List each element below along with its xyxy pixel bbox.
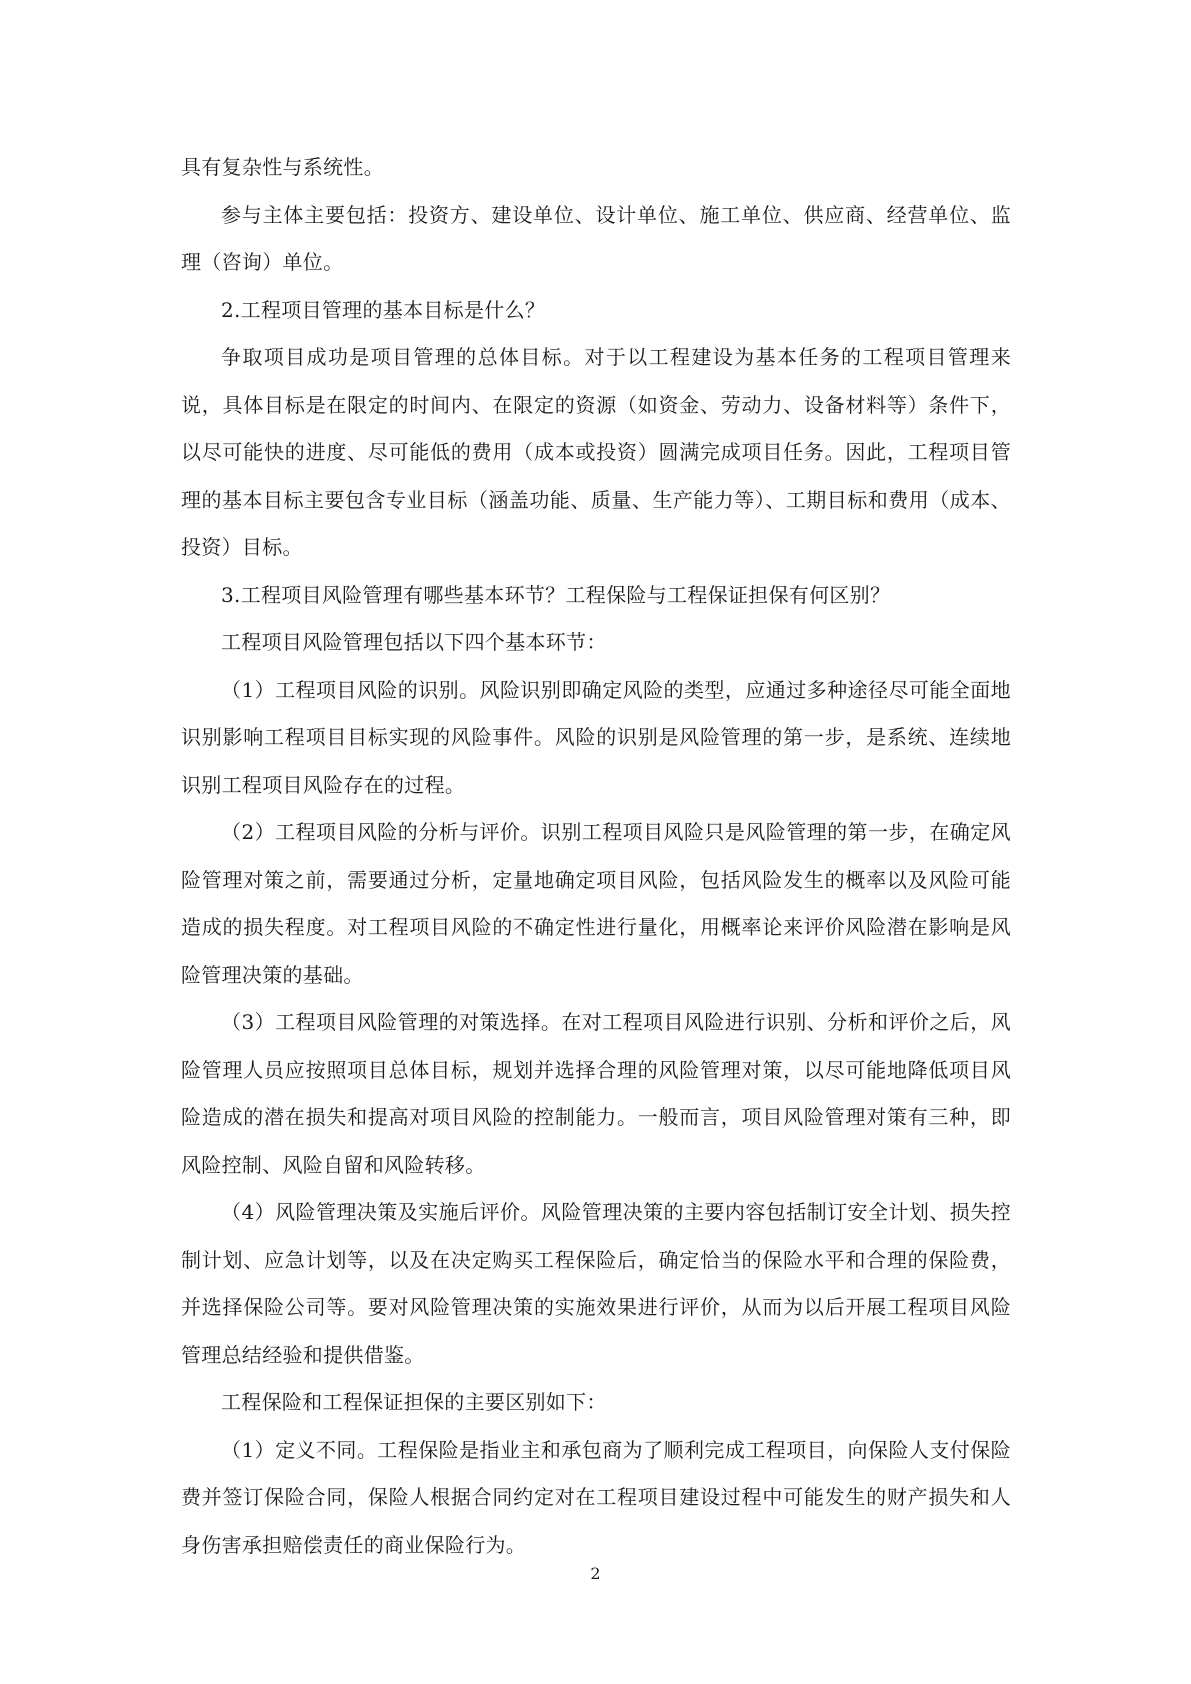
difference-item-1: （1）定义不同。工程保险是指业主和承包商为了顺利完成工程项目，向保险人支付保险费并签订保险合同，保险人根据合同约定对在工程项目建设过程中可能发生的财产损失和人身伤害承担赔偿责任的商业保险行为。	[181, 1437, 1011, 1557]
paragraph-1: 具有复杂性与系统性。	[181, 155, 384, 179]
paragraph-6: 工程项目风险管理包括以下四个基本环节：	[221, 630, 607, 654]
question-3-heading: 3.工程项目风险管理有哪些基本环节？工程保险与工程保证担保有何区别？	[221, 582, 891, 607]
list-item-2: （2）工程项目风险的分析与评价。识别工程项目风险只是风险管理的第一步，在确定风险管理对策之前，需要通过分析，定量地确定项目风险，包括风险发生的概率以及风险可能造成的损失程度。对工程项目风险的不确定性进行量化，用概率论来评价风险潜在影响是风险管理决策的基础。	[181, 820, 1011, 987]
paragraph-2: 参与主体主要包括：投资方、建设单位、设计单位、施工单位、供应商、经营单位、监理（咨询）单位。	[181, 202, 1011, 274]
paragraph-11: 工程保险和工程保证担保的主要区别如下：	[221, 1390, 607, 1414]
document-body	[181, 144, 1011, 1569]
paragraph-4: 争取项目成功是项目管理的总体目标。对于以工程建设为基本任务的工程项目管理来说，具体目标是在限定的时间内、在限定的资源（如资金、劳动力、设备材料等）条件下，以尽可能快的进度、尽可能低的费用（成本或投资）圆满完成项目任务。因此，工程项目管理的基本目标主要包含专业目标（涵盖功能、质量、生产能力等）、工期目标和费用（成本、投资）目标。	[181, 345, 1011, 559]
list-item-3: （3）工程项目风险管理的对策选择。在对工程项目风险进行识别、分析和评价之后，风险管理人员应按照项目总体目标，规划并选择合理的风险管理对策，以尽可能地降低项目风险造成的潜在损失和提高对项目风险的控制能力。一般而言，项目风险管理对策有三种，即风险控制、风险自留和风险转移。	[181, 1010, 1011, 1177]
question-2-heading: 2.工程项目管理的基本目标是什么？	[221, 297, 546, 322]
list-item-1: （1）工程项目风险的识别。风险识别即确定风险的类型，应通过多种途径尽可能全面地识别影响工程项目目标实现的风险事件。风险的识别是风险管理的第一步，是系统、连续地识别工程项目风险存在的过程。	[181, 677, 1011, 797]
page-number: 2	[590, 1564, 601, 1583]
list-item-4: （4）风险管理决策及实施后评价。风险管理决策的主要内容包括制订安全计划、损失控制计划、应急计划等，以及在决定购买工程保险后，确定恰当的保险水平和合理的保险费，并选择保险公司等。要对风险管理决策的实施效果进行评价，从而为以后开展工程项目风险管理总结经验和提供借鉴。	[181, 1200, 1011, 1367]
